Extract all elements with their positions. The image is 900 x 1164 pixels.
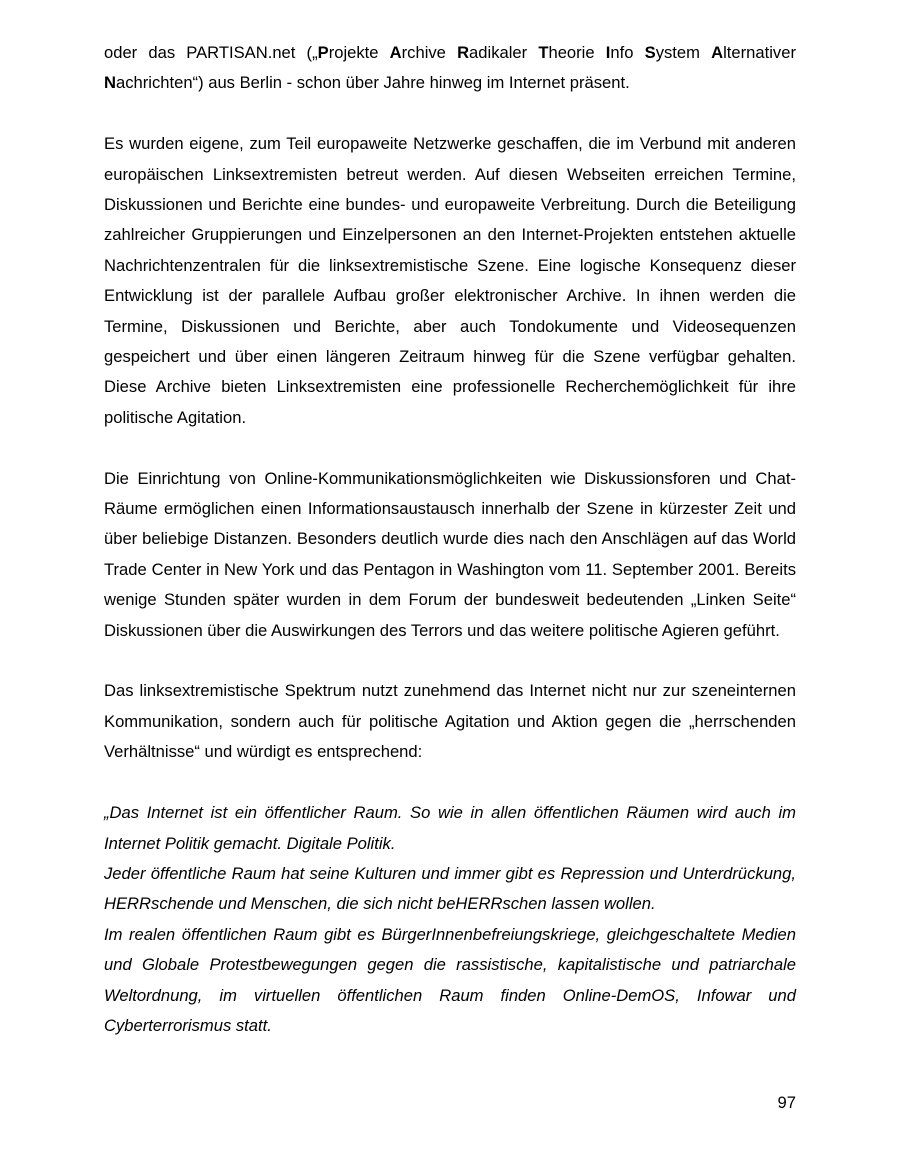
paragraph-online-communication: Die Einrichtung von Online-Kommunikationsmöglichkeiten wie Diskussionsforen und Chat-Räume ermöglichen einen Informationsaustausch innerhalb der Szene in kürzester Zeit und über beliebige Distanzen. Besonders deutlich wurde dies nach den Anschlägen auf das World Trade Center in New York und das Pentagon in Washington vom 11. September 2001. Bereits wenige Stunden später wurden in dem Forum der bundesweit bedeutenden „Linken Seite“ Diskussionen über die Auswirkungen des Terrors und das weitere politische Agieren geführt. xyxy=(104,468,796,640)
paragraph-spacer xyxy=(104,99,796,129)
page-number: 97 xyxy=(777,1093,796,1112)
paragraph-agitation: Das linksextremistische Spektrum nutzt zunehmend das Internet nicht nur zur szeneinternen Kommunikation, sondern auch für politische Agitation und Aktion gegen die „herrschenden Verhältnisse“ und würdigt es entsprechend: xyxy=(104,681,796,762)
paragraph-text: “) aus Berlin - schon über Jahre hinweg im Internet präsent. xyxy=(192,73,630,93)
quote-line: Im realen öffentlichen Raum gibt es BürgerInnenbefreiungskriege, gleichgeschaltete Medien und Globale Protestbewegungen gegen die rassistische, kapitalistische und patriarchale Weltordnung, im virtuellen öffentlichen Raum finden Online-DemOS, Infowar und Cyberterrorismus statt. xyxy=(104,924,796,1035)
acronym-word: Archive xyxy=(389,43,446,62)
block-quote xyxy=(104,798,796,1041)
paragraph-spacer xyxy=(104,768,796,798)
paragraph-text: oder das PARTISAN.net („ xyxy=(104,43,318,62)
acronym-word: Alternativer xyxy=(711,43,796,62)
document-page xyxy=(104,38,796,1041)
quote-line: Jeder öffentliche Raum hat seine Kulturen und immer gibt es Repression und Unterdrückung, HERRschende und Menschen, die sich nicht beHERRschen lassen wollen. xyxy=(104,863,796,914)
acronym-word: Info xyxy=(605,43,634,62)
acronym-word: Nachrichten xyxy=(104,73,193,93)
acronym-word: Projekte xyxy=(317,43,379,62)
paragraph-spacer xyxy=(104,433,796,463)
acronym-word: Radikaler xyxy=(457,43,528,62)
acronym-word: System xyxy=(644,43,700,62)
paragraph-spacer xyxy=(104,646,796,676)
quote-line: „Das Internet ist ein öffentlicher Raum. So wie in allen öffentlichen Räumen wird auch im Internet Politik gemacht. Digitale Politik. xyxy=(104,803,796,853)
acronym-word: Theorie xyxy=(538,43,595,62)
paragraph-partisan-net xyxy=(104,38,796,99)
paragraph-networks: Es wurden eigene, zum Teil europaweite Netzwerke geschaffen, die im Verbund mit anderen europäischen Linksextremisten betreut werden. Auf diesen Webseiten erreichen Termine, Diskussionen und Berichte eine bundes- und europaweite Verbreitung. Durch die Beteiligung zahlreicher Gruppierungen und Einzelpersonen an den Internet-Projekten entstehen aktuelle Nachrichtenzentralen für die linksextremistische Szene. Eine logische Konsequenz dieser Entwicklung ist der parallele Aufbau großer elektronischer Archive. In ihnen werden die Termine, Diskussionen und Berichte, aber auch Tondokumente und Videosequenzen gespeichert und über einen längeren Zeitraum hinweg für die Szene verfügbar gehalten. Diese Archive bieten Linksextremisten eine professionelle Recherchemöglichkeit für ihre politische Agitation. xyxy=(104,134,796,427)
